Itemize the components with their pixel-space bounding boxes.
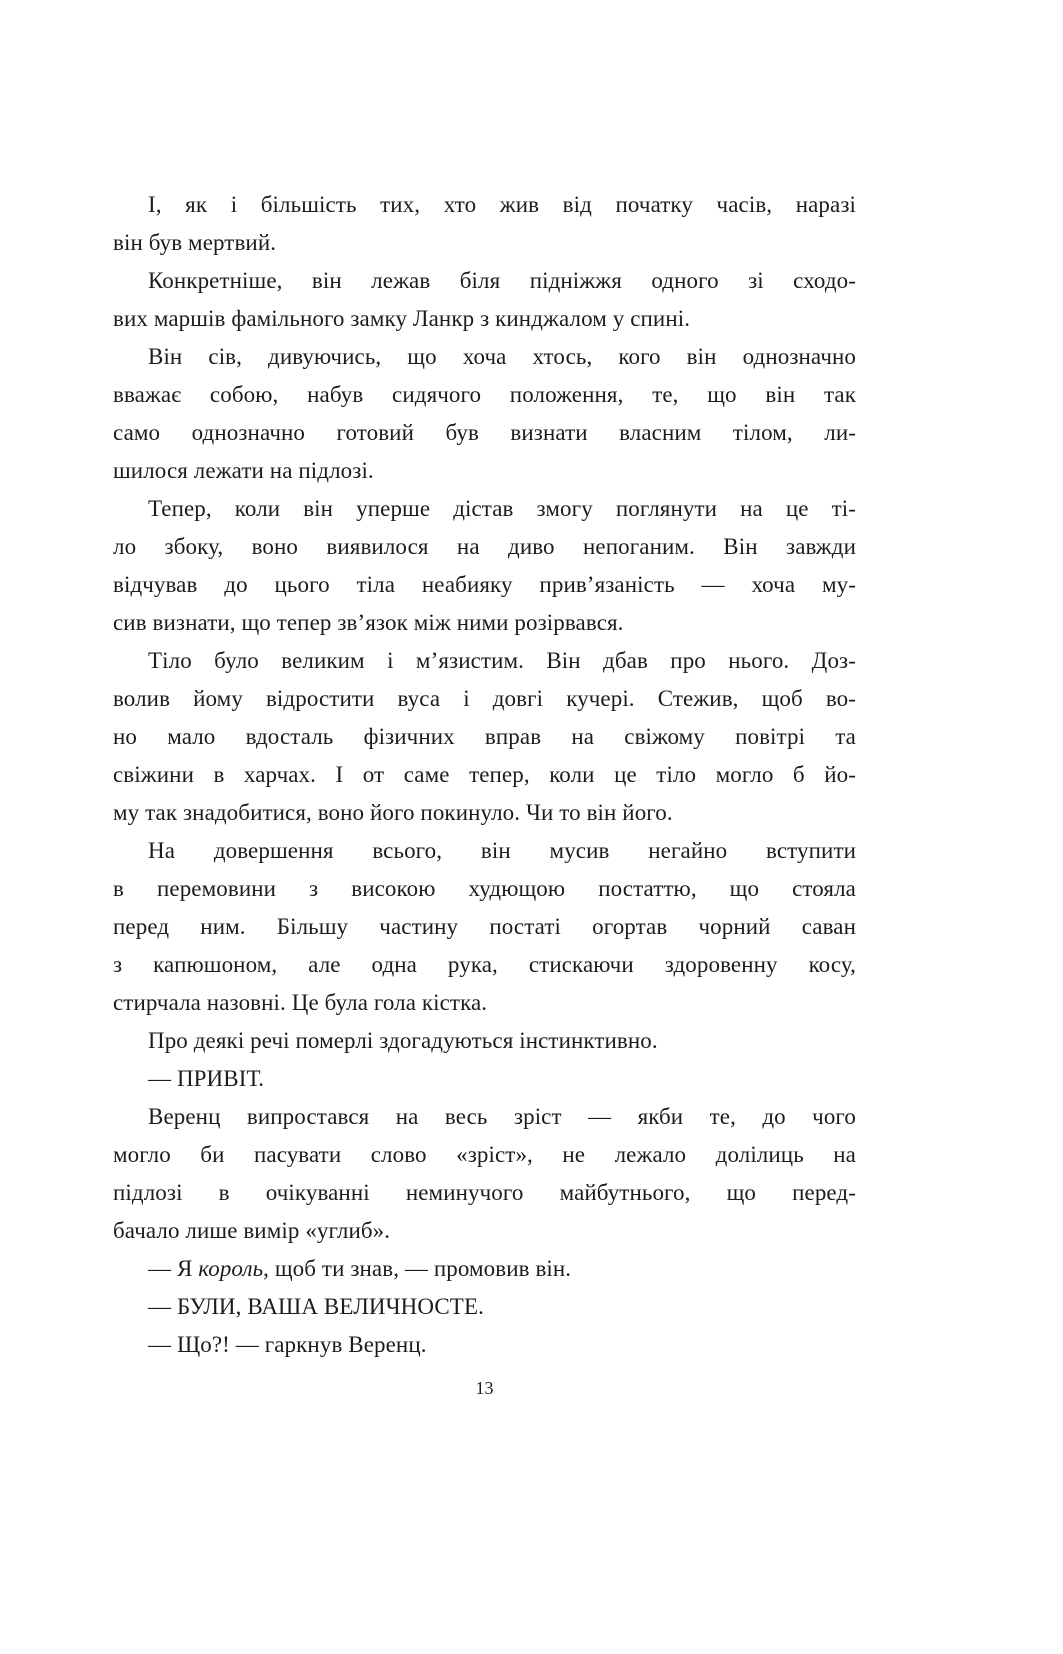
text-line: ло збоку, воно виявилося на диво непоганим. Він завжди — [113, 534, 856, 559]
paragraph — [113, 642, 856, 832]
text-line — [113, 1250, 856, 1288]
text-line: сив визнати, що тепер зв’язок між ними розірвався. — [113, 610, 624, 635]
text-line: в перемовини з високою худющою постаттю, що стояла — [113, 876, 856, 901]
paragraph — [113, 186, 856, 262]
text-line: вважає собою, набув сидячого положення, те, що він так — [113, 382, 856, 407]
paragraph — [113, 1098, 856, 1250]
text-line: Веренц випростався на весь зріст — якби те, до чого — [148, 1104, 856, 1129]
text-line: — Що?! — гаркнув Веренц. — [148, 1332, 427, 1357]
italic-text: король — [198, 1256, 264, 1281]
text-line: з капюшоном, але одна рука, стискаючи здоровенну косу, — [113, 952, 856, 977]
paragraph — [113, 1326, 856, 1364]
text-line: Про деякі речі померлі здогадуються інстинктивно. — [148, 1028, 658, 1053]
text-line: І, як і більшість тих, хто жив від початку часів, наразі — [148, 192, 856, 217]
text-line: Конкретніше, він лежав біля підніжжя одного зі сходо- — [148, 268, 856, 293]
paragraph — [113, 262, 856, 338]
text-line: Він сів, дивуючись, що хоча хтось, кого він однозначно — [148, 344, 856, 369]
text-block — [113, 186, 856, 1364]
paragraph — [113, 490, 856, 642]
text-line: він був мертвий. — [113, 230, 277, 255]
text-line: само однозначно готовий був визнати власним тілом, ли- — [113, 420, 856, 445]
paragraph — [113, 1060, 856, 1098]
text-line: волив йому відростити вуса і довгі кучері. Стежив, щоб во- — [113, 686, 856, 711]
text-line: Тепер, коли він уперше дістав змогу поглянути на це ті- — [148, 496, 856, 521]
text-segment: — Я — [148, 1256, 199, 1281]
text-line: — ПРИВІТ. — [148, 1066, 265, 1091]
text-line: стирчала назовні. Це була гола кістка. — [113, 990, 488, 1015]
paragraph — [113, 832, 856, 1022]
text-line: На довершення всього, він мусив негайно вступити — [148, 838, 856, 863]
text-line: му так знадобитися, воно його покинуло. Чи то він його. — [113, 800, 673, 825]
text-line: Тіло було великим і м’язистим. Він дбав про нього. Доз- — [148, 648, 856, 673]
text-line: шилося лежати на підлозі. — [113, 458, 374, 483]
text-line: підлозі в очікуванні неминучого майбутнього, що перед- — [113, 1180, 856, 1205]
text-segment: , щоб ти знав, — промовив він. — [263, 1256, 572, 1281]
paragraph — [113, 1288, 856, 1326]
text-line: но мало вдосталь фізичних вправ на свіжому повітрі та — [113, 724, 856, 749]
paragraph — [113, 338, 856, 490]
text-line: могло би пасувати слово «зріст», не лежало долілиць на — [113, 1142, 856, 1167]
text-line: свіжини в харчах. І от саме тепер, коли це тіло могло б йо- — [113, 762, 856, 787]
text-line: — БУЛИ, ВАША ВЕЛИЧНОСТЕ. — [148, 1294, 484, 1319]
paragraph — [113, 1022, 856, 1060]
text-line: перед ним. Більшу частину постаті огортав чорний саван — [113, 914, 856, 939]
text-line: вих маршів фамільного замку Ланкр з кинджалом у спині. — [113, 306, 691, 331]
text-line: бачало лише вимір «углиб». — [113, 1218, 391, 1243]
page-number: 13 — [475, 1378, 494, 1398]
paragraph — [113, 1250, 856, 1288]
text-line: відчував до цього тіла неабияку прив’язаність — хоча му- — [113, 572, 856, 597]
